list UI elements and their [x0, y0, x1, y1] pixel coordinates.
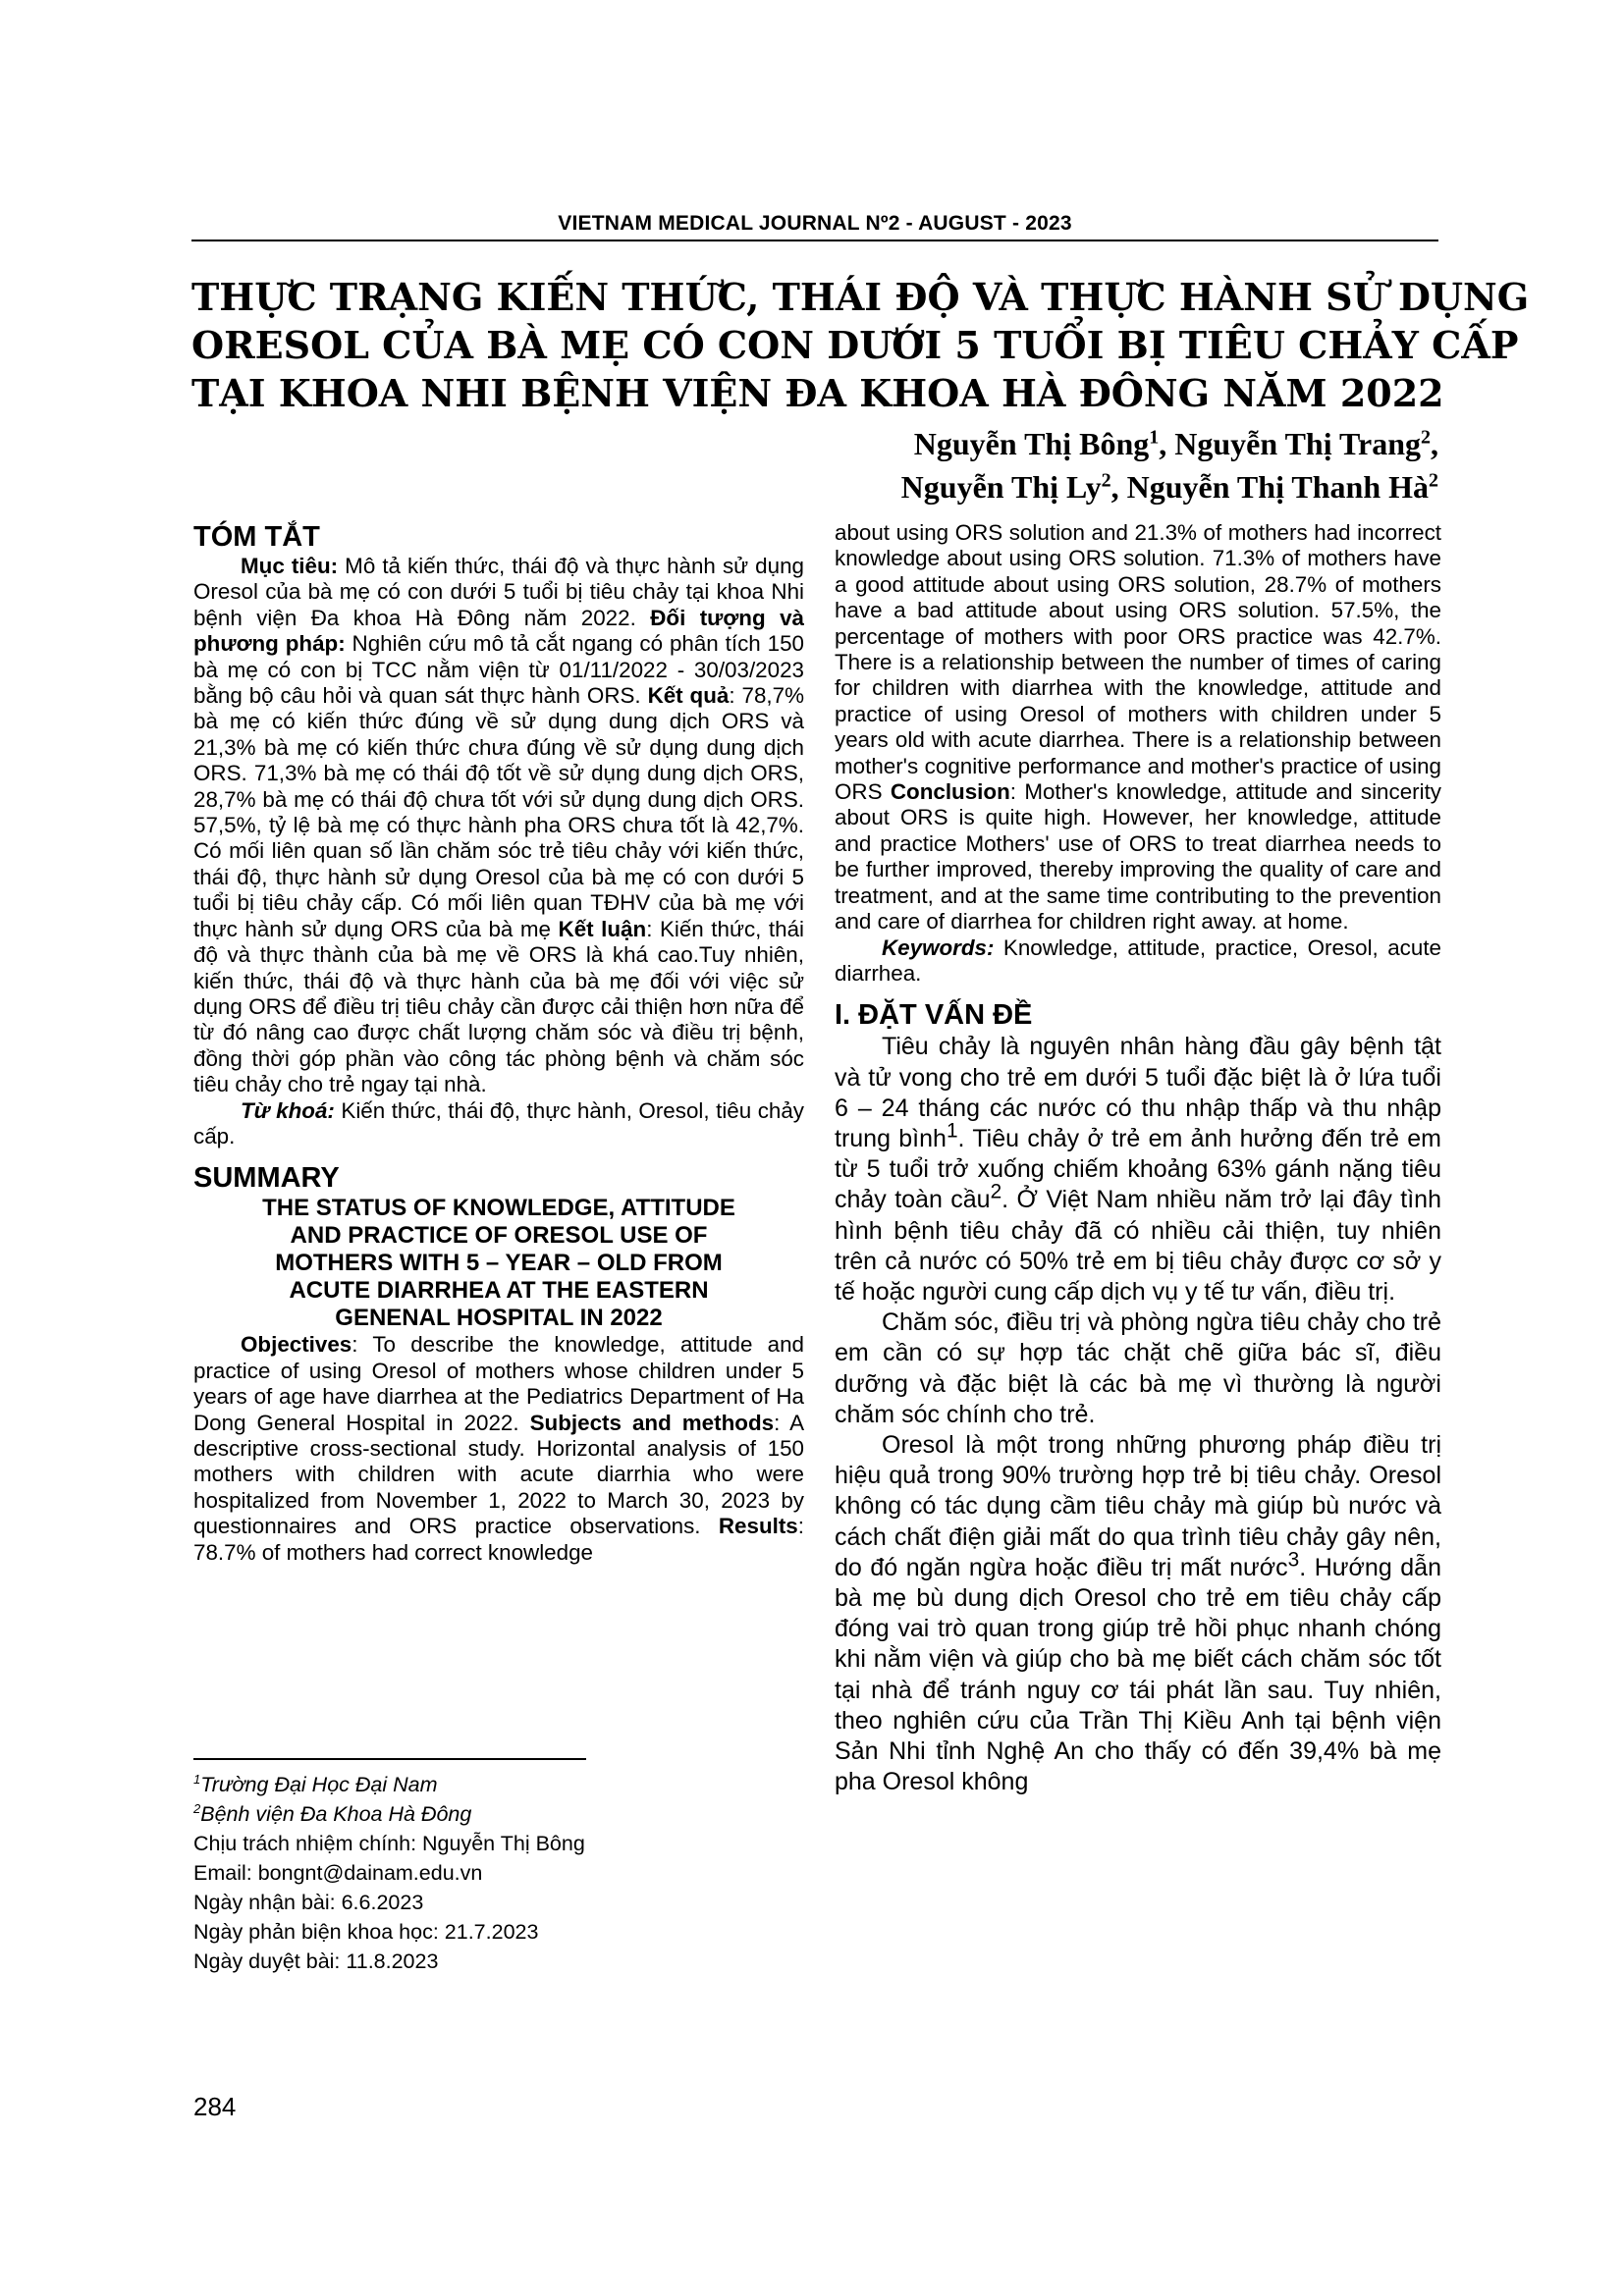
summary-body-right: [835, 520, 1441, 935]
keywords-text: Kiến thức, thái độ, thực hành, Oresol, tiêu chảy cấp.: [193, 1097, 804, 1148]
keywords-en: [835, 935, 1441, 988]
results-label: Results: [718, 1514, 798, 1539]
author-line-2: Nguyễn Thị Ly$^2$, Nguyễn Thị Thanh $Hà^2$: [900, 469, 1438, 505]
title-line-1: THỰC TRẠNG KIẾN THỨC, THÁI ĐỘ VÀ THỰC HÀNH SỬ DỤNG: [191, 275, 1530, 319]
summary-title-line: AND PRACTICE OF ORESOL USE OF: [290, 1222, 708, 1250]
keywords-label: Từ khoá:: [241, 1097, 335, 1123]
affiliation-mark: 2: [1101, 469, 1111, 492]
summary-title: [193, 1195, 804, 1332]
method-text: Nghiên cứu mô tả cắt ngang có phân tích 150 bà mẹ có con bị TCC nằm viện từ 01/11/2022 - 30/03/2023 bằng bộ câu hỏi và quan sát thực hành ORS.: [193, 631, 804, 709]
section-1-paragraph-1: [835, 1032, 1441, 1308]
affiliation-mark: 2: [1429, 469, 1438, 492]
result-text: : 78,7% bà mẹ có kiến thức đúng về sử dụng dung dịch ORS và 21,3% bà mẹ có kiến thức chưa đúng về sử dụng dung dịch ORS. 71,3% bà mẹ có thái độ tốt về sử dụng dung dịch ORS, 28,7% bà mẹ có thái độ chưa tốt với sử dụng dung dịch ORS. 57,5%, tỷ lệ bà mẹ có thực hành pha ORS chưa tốt là 42,7%. Có mối liên quan số lần chăm sóc trẻ tiêu chảy với kiến thức, thái độ, thực hành sử dụng Oresol của bà mẹ có con dưới 5 tuổi bị tiêu chảy cấp. Có mối liên quan TĐHV của bà mẹ với thực hành sử dụng ORS của bà mẹ: [193, 683, 804, 941]
section-1-heading: I. ĐẶT VẤN ĐỀ: [835, 999, 1033, 1032]
footnote-mark: 1: [193, 1771, 201, 1787]
left-column: [193, 520, 804, 1566]
footnote-reviewed: Ngày phản biện khoa học: 21.7.2023: [193, 1920, 539, 1944]
citation-mark: 2: [990, 1181, 1002, 1203]
keywords-en-text: Knowledge, attitude, practice, Oresol, acute diarrhea.: [835, 934, 1441, 986]
author-line-1: Nguyễn Thị Bông$^1$, Nguyễn Thị Trang$^2$,: [913, 426, 1438, 461]
footnote-text: Trường Đại Học Đại Nam: [200, 1773, 438, 1796]
summary-heading: SUMMARY: [193, 1162, 340, 1195]
author-name: Nguyễn Thị Bông: [913, 426, 1150, 461]
footnote-corresponding: Chịu trách nhiệm chính: Nguyễn Thị Bông: [193, 1832, 585, 1855]
author-name: Nguyễn Thị Ly: [900, 469, 1102, 505]
method-label: Đối tượng và phương pháp:: [193, 605, 804, 657]
objectives-label: Objectives: [241, 1332, 352, 1358]
footnote-affiliation-2: [193, 1799, 802, 1829]
objective-label: Mục tiêu:: [241, 554, 339, 578]
page-number: 284: [193, 2092, 237, 2121]
summary-title-line: GENENAL HOSPITAL IN 2022: [335, 1305, 663, 1332]
paragraph-text: Oresol là một trong những phương pháp điều trị hiệu quả trong 90% trường hợp trẻ bị tiêu chảy. Oresol không có tác dụng cầm tiêu chảy mà giúp bù nước và cách chất điện giải mất do qua trình tiêu chảy gây nên, do đó ngăn ngừa hoặc điều trị mất nước: [835, 1430, 1441, 1581]
conclusion-en-label: Conclusion: [890, 779, 1010, 805]
affiliation-mark: 2: [1421, 426, 1431, 449]
conclusion-text: : Kiến thức, thái độ và thực thành của bà mẹ về ORS là khá cao.Tuy nhiên, kiến thức, thái độ và thực hành của bà mẹ đối với việc sử dụng ORS để điều trị tiêu chảy cần được cải thiện hơn nữa để từ đó nâng cao được chất lượng chăm sóc và điều trị bệnh, đồng thời góp phần vào công tác phòng bệnh và chăm sóc tiêu chảy cho trẻ ngay tại nhà.: [193, 916, 804, 1097]
summary-title-line: THE STATUS OF KNOWLEDGE, ATTITUDE: [262, 1195, 735, 1222]
footnote-received: Ngày nhận bài: 6.6.2023: [193, 1891, 424, 1914]
summary-title-line: ACUTE DIARRHEA AT THE EASTERN: [289, 1277, 709, 1305]
footnote-mark: 2: [193, 1800, 201, 1816]
paragraph-text: . Tiêu chảy ở trẻ em ảnh hưởng đến trẻ em từ 5 tuổi trở xuống chiếm khoảng 63% gánh nặng tiêu chảy toàn cầu: [835, 1124, 1442, 1214]
paragraph-text: . Hướng dẫn bà mẹ bù dung dịch Oresol cho trẻ em tiêu chảy cấp đóng vai trò quan trong giúp trẻ hồi phục nhanh chóng khi nằm viện và giúp cho bà mẹ biết cách chăm sóc tốt tại nhà để tránh nguy cơ tái phát lần sau. Tuy nhiên, theo nghiên cứu của Trần Thị Kiều Anh tại bệnh viện Sản Nhi tỉnh Nghệ An cho thấy có đến 39,4% bà mẹ pha Oresol không: [835, 1553, 1441, 1796]
running-header: VIETNAM MEDICAL JOURNAL Nº2 - AUGUST - 2023: [558, 212, 1072, 235]
objectives-text: : To describe the knowledge, attitude and practice of using Oresol of mothers whose children under 5 years of age have diarrhea at the Pediatrics Department of Ha Dong General Hospital in 2022.: [193, 1332, 804, 1435]
objective-text: Mô tả kiến thức, thái độ và thực hành sử dụng Oresol của bà mẹ có con dưới 5 tuổi bị tiêu chảy tại khoa Nhi bệnh viện Đa khoa Hà Đông năm 2022.: [193, 554, 804, 630]
footnote-email: Email: bongnt@dainam.edu.vn: [193, 1861, 483, 1885]
methods-label: Subjects and methods: [529, 1410, 775, 1435]
summary-title-line: MOTHERS WITH 5 – YEAR – OLD FROM: [275, 1250, 723, 1277]
result-label: Kết quả: [647, 683, 730, 709]
footnote-rule: [193, 1758, 586, 1760]
section-1-body: [835, 1032, 1441, 1797]
paragraph-text: . Ở Việt Nam nhiều năm trở lại đây tình hình bệnh tiêu chảy đã có nhiều cải thiện, tuy nhiên trên cả nước có 50% trẻ em bị tiêu chảy được cơ sở y tế hoặc người cung cấp dịch vụ y tế tư vấn, điều trị.: [835, 1186, 1441, 1306]
paragraph-text: Tiêu chảy là nguyên nhân hàng đầu gây bệnh tật và tử vong cho trẻ em dưới 5 tuổi đặc biệt là ở lứa tuổi 6 – 24 tháng các nước có thu nhập thấp và thu nhập trung bình: [835, 1033, 1441, 1152]
methods-text: : A descriptive cross-sectional study. Horizontal analysis of 150 mothers with children with acute diarrhia who were hospitalized from November 1, 2022 to March 30, 2023 by questionnaires and ORS practice observations.: [193, 1410, 805, 1539]
section-1-paragraph-2: Chăm sóc, điều trị và phòng ngừa tiêu chảy cho trẻ em cần có sự hợp tác chặt chẽ giữa bác sĩ, điều dưỡng và đặc biệt là các bà mẹ vì thường là người chăm sóc chính cho trẻ.: [835, 1308, 1441, 1428]
footnotes: [193, 1770, 802, 1976]
results-text-continued: about using ORS solution and 21.3% of mothers had incorrect knowledge about using ORS solution. 71.3% of mothers have a good attitude about using ORS solution, 28.7% of mothers have a bad attitude about using ORS solution. 57.5%, the percentage of mothers with poor ORS practice was 42.7%. There is a relationship between the number of times of caring for children with diarrhea with the knowledge, attitude and practice of using Oresol of mothers with children under 5 years old with acute diarrhea. There is a relationship between mother's cognitive performance and mother's practice of using ORS: [835, 520, 1441, 805]
affiliation-mark: 1: [1149, 426, 1160, 449]
header-rule: [191, 240, 1438, 241]
title-line-2: ORESOL CỦA BÀ MẸ CÓ CON DƯỚI 5 TUỔI BỊ TIÊU CHẢY CẤP: [191, 323, 1519, 367]
footnote-text: Bệnh viện Đa Khoa Hà Đông: [200, 1802, 472, 1826]
author-name: Nguyễn Thị Trang: [1174, 426, 1421, 461]
author-name: Nguyễn Thị Thanh Hà: [1126, 469, 1429, 505]
section-1-paragraph-3: [835, 1430, 1441, 1797]
footnote-accepted: Ngày duyệt bài: 11.8.2023: [193, 1949, 439, 1973]
title-line-3: TẠI KHOA NHI BỆNH VIỆN ĐA KHOA HÀ ĐÔNG NĂM 2022: [191, 371, 1444, 415]
article-title: [191, 273, 1530, 417]
conclusion-en-text: : Mother's knowledge, attitude and sincerity about ORS is quite high. However, her knowledge, attitude and practice Mothers' use of ORS to treat diarrhea needs to be further improved, thereby improving the quality of care and treatment, and at the same time contributing to the prevention and care of diarrhea for children right away. at home.: [835, 779, 1441, 934]
results-text: : 78.7% of mothers had correct knowledge: [193, 1514, 804, 1565]
citation-mark: 3: [1287, 1548, 1300, 1572]
conclusion-label: Kết luận: [558, 916, 647, 941]
author-list: [901, 422, 1438, 508]
abstract-vi-heading: TÓM TẮT: [193, 521, 320, 553]
abstract-vi-body: [193, 554, 804, 1098]
summary-body-left: [193, 1332, 804, 1566]
keywords-vi: [193, 1098, 804, 1150]
citation-mark: 1: [946, 1119, 958, 1143]
footnote-affiliation-1: [193, 1770, 802, 1799]
keywords-en-label: Keywords:: [882, 934, 995, 960]
right-column: [835, 520, 1441, 1797]
